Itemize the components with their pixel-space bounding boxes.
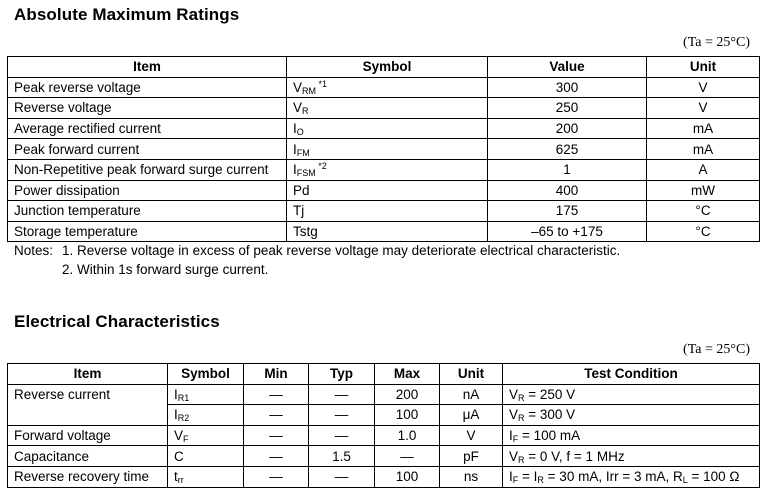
item-cell: Average rectified current <box>8 118 287 139</box>
symbol-cell <box>168 466 244 487</box>
test-condition-cell <box>503 425 760 446</box>
symbol-cell <box>287 221 488 242</box>
ec-header-unit: Unit <box>440 364 503 385</box>
unit-cell: V <box>440 425 503 446</box>
table-row <box>8 221 760 242</box>
unit-cell: μA <box>440 405 503 426</box>
item-cell: Forward voltage <box>8 425 168 446</box>
condition-symbol: I <box>533 469 538 485</box>
test-condition-cell <box>503 446 760 467</box>
symbol-subscript: rr <box>177 475 184 486</box>
unit-cell: nA <box>440 384 503 405</box>
table-row <box>8 446 760 467</box>
note-1: 1. Reverse voltage in excess of peak reverse voltage may deteriorate electrical characteristic. <box>62 243 621 258</box>
test-condition-cell <box>503 405 760 426</box>
symbol-note-mark: *2 <box>315 161 327 172</box>
unit-cell: pF <box>440 446 503 467</box>
min-cell: — <box>244 384 309 405</box>
condition-symbol: V <box>509 407 519 423</box>
item-cell: Reverse voltage <box>8 98 287 119</box>
typ-cell: — <box>309 384 375 405</box>
value-cell: 625 <box>488 139 647 160</box>
condition-subscript: F <box>512 475 519 486</box>
amr-table <box>7 56 760 242</box>
value-cell: 250 <box>488 98 647 119</box>
max-cell: — <box>375 446 440 467</box>
condition-subscript: R <box>518 454 525 465</box>
symbol-cell <box>287 118 488 139</box>
item-cell: Reverse current <box>8 384 168 425</box>
ec-header-item: Item <box>8 364 168 385</box>
symbol-cell <box>287 98 488 119</box>
symbol-base: C <box>174 448 184 464</box>
condition-text: = 0 V, f = 1 MHz <box>524 448 625 464</box>
amr-header-item: Item <box>8 57 287 78</box>
amr-condition: (Ta = 25°C) <box>683 35 750 50</box>
unit-cell: ns <box>440 466 503 487</box>
typ-cell: — <box>309 405 375 426</box>
max-cell: 100 <box>375 405 440 426</box>
value-cell: 200 <box>488 118 647 139</box>
symbol-base: I <box>293 162 297 178</box>
condition-symbol: R <box>672 469 683 485</box>
typ-cell: 1.5 <box>309 446 375 467</box>
item-cell: Peak forward current <box>8 139 287 160</box>
condition-text: = 300 V <box>524 407 576 423</box>
condition-subscript: R <box>518 392 525 403</box>
unit-cell: °C <box>647 201 760 222</box>
max-cell: 100 <box>375 466 440 487</box>
symbol-subscript: R2 <box>177 413 190 424</box>
table-row <box>8 180 760 201</box>
unit-cell: A <box>647 159 760 180</box>
value-cell: –65 to +175 <box>488 221 647 242</box>
symbol-cell <box>287 77 488 98</box>
condition-text: = <box>518 469 534 485</box>
min-cell: — <box>244 466 309 487</box>
symbol-base: Pd <box>293 182 310 198</box>
condition-subscript: L <box>682 475 688 486</box>
value-cell: 175 <box>488 201 647 222</box>
symbol-note-mark: *1 <box>316 78 328 89</box>
symbol-subscript: FM <box>296 147 310 158</box>
condition-text: = 250 V <box>524 386 576 402</box>
ec-title: Electrical Characteristics <box>14 312 220 331</box>
item-cell: Junction temperature <box>8 201 287 222</box>
table-row <box>8 159 760 180</box>
symbol-base: Tstg <box>293 224 318 240</box>
ec-header-typ: Typ <box>309 364 375 385</box>
symbol-subscript: R1 <box>177 392 190 403</box>
table-row <box>8 425 760 446</box>
symbol-base: I <box>293 121 297 137</box>
test-condition-cell <box>503 466 760 487</box>
table-row <box>8 77 760 98</box>
min-cell: — <box>244 405 309 426</box>
value-cell: 400 <box>488 180 647 201</box>
symbol-cell <box>168 446 244 467</box>
item-cell: Non-Repetitive peak forward surge current <box>8 159 287 180</box>
ec-table <box>7 363 760 488</box>
unit-cell: V <box>647 77 760 98</box>
symbol-base: I <box>174 386 178 402</box>
unit-cell: mA <box>647 118 760 139</box>
amr-header-value: Value <box>488 57 647 78</box>
item-cell: Power dissipation <box>8 180 287 201</box>
typ-cell: — <box>309 425 375 446</box>
unit-cell: °C <box>647 221 760 242</box>
amr-notes <box>14 241 620 279</box>
symbol-base: I <box>293 141 297 157</box>
symbol-cell <box>287 180 488 201</box>
symbol-base: t <box>174 469 178 485</box>
unit-cell: mW <box>647 180 760 201</box>
symbol-subscript: O <box>296 127 304 138</box>
condition-symbol: I <box>509 469 513 485</box>
symbol-subscript: F <box>183 434 189 445</box>
symbol-subscript: R <box>302 106 309 117</box>
symbol-cell <box>168 425 244 446</box>
notes-label: Notes: <box>14 243 54 258</box>
condition-text: = 100 mA <box>518 428 581 444</box>
symbol-base: I <box>174 407 178 423</box>
symbol-cell <box>287 201 488 222</box>
table-row <box>8 139 760 160</box>
condition-subscript: R <box>537 475 544 486</box>
symbol-base: Tj <box>293 203 305 219</box>
symbol-cell <box>168 405 244 426</box>
ec-header-symbol: Symbol <box>168 364 244 385</box>
symbol-base: V <box>293 79 303 95</box>
min-cell: — <box>244 425 309 446</box>
unit-cell: V <box>647 98 760 119</box>
ec-header-test-condition: Test Condition <box>503 364 760 385</box>
condition-symbol: V <box>509 386 519 402</box>
ec-header-row <box>8 364 760 385</box>
max-cell: 1.0 <box>375 425 440 446</box>
amr-header-symbol: Symbol <box>287 57 488 78</box>
symbol-subscript: RM <box>302 85 317 96</box>
symbol-cell <box>287 159 488 180</box>
ec-condition: (Ta = 25°C) <box>683 342 750 357</box>
table-row <box>8 384 760 405</box>
ec-header-max: Max <box>375 364 440 385</box>
symbol-base: V <box>174 428 184 444</box>
ec-header-min: Min <box>244 364 309 385</box>
test-condition-cell <box>503 384 760 405</box>
condition-subscript: R <box>518 413 525 424</box>
symbol-cell <box>168 384 244 405</box>
max-cell: 200 <box>375 384 440 405</box>
table-row <box>8 201 760 222</box>
value-cell: 300 <box>488 77 647 98</box>
symbol-base: V <box>293 100 303 116</box>
unit-cell: mA <box>647 139 760 160</box>
table-row <box>8 466 760 487</box>
item-cell: Capacitance <box>8 446 168 467</box>
amr-header-unit: Unit <box>647 57 760 78</box>
item-cell: Peak reverse voltage <box>8 77 287 98</box>
symbol-subscript: FSM <box>296 168 316 179</box>
typ-cell: — <box>309 466 375 487</box>
condition-text: = 100 Ω <box>687 469 740 485</box>
item-cell: Storage temperature <box>8 221 287 242</box>
table-row <box>8 118 760 139</box>
table-row <box>8 98 760 119</box>
condition-subscript: F <box>512 434 519 445</box>
note-2: 2. Within 1s forward surge current. <box>62 262 269 277</box>
amr-title: Absolute Maximum Ratings <box>14 5 240 24</box>
item-cell: Reverse recovery time <box>8 466 168 487</box>
symbol-cell <box>287 139 488 160</box>
amr-header-row <box>8 57 760 78</box>
condition-symbol: V <box>509 448 519 464</box>
min-cell: — <box>244 446 309 467</box>
condition-text: = 30 mA, Irr = 3 mA, <box>543 469 673 485</box>
value-cell: 1 <box>488 159 647 180</box>
condition-symbol: I <box>509 428 513 444</box>
